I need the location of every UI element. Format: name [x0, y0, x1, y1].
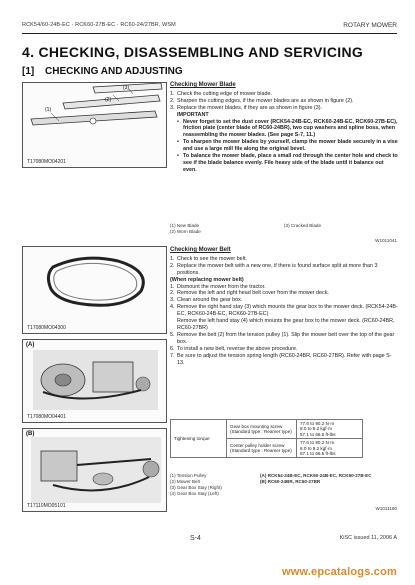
when-replacing-label: (When replacing mower belt) — [170, 276, 244, 283]
list-item: • To balance the mower blade, place a small rod through the center hole and check to see if the blade balance evenly. File heavy side of the blade until it balance out even. — [177, 153, 398, 173]
figure-label-b: (B) — [26, 431, 35, 437]
page-header — [22, 22, 397, 34]
belt-heading: Checking Mower Belt — [170, 247, 231, 253]
list-item: 2. Remove the left and right head belt cover from the mower deck. — [170, 290, 329, 297]
gearbox-b-figure-code: T17110MO05101 — [27, 503, 66, 509]
list-item: • To sharpen the mower blades by yourself, clamp the mower blade securely in a vise and use a large mill file along the original bevel. — [177, 139, 398, 153]
belt-legend: (1) Tension Pulley (A) RCK54-24B-EC, RCK60-24B-EC, RCK60-27B-EC (2) Mower Belt (B) RC60-24BR, RC60-27BR (3) Gear Box Stay (Right) (4) Gear Box Stay (Left) — [170, 473, 372, 496]
blade-fig-label-2: (2) — [105, 97, 112, 103]
list-item: 1. Check to see the mower belt. — [170, 255, 247, 262]
list-item: 3. Clean around the gear box. — [170, 297, 243, 304]
blade-doc-code: W1011041 — [375, 238, 397, 243]
table-cell: Center pulley holder screw (Standard type : Reamer type) — [227, 439, 297, 458]
blade-fig-label-1: (1) — [45, 107, 52, 113]
torque-label: Tightening torque — [171, 420, 227, 458]
list-item: 2. Replace the mower belt with a new one, if there is found surface split at more than 3 positions. — [170, 262, 378, 276]
watermark-url[interactable]: www.epcatalogs.com — [281, 566, 397, 578]
gearbox-b-illustration — [23, 429, 167, 512]
list-item: 2. Sharpen the cutting edges, if the mower blades are as shown in figure (2). — [170, 97, 354, 104]
table-cell: 77.6 to 90.2 N·m 8.0 to 9.2 kgf·m 57.1 to 66.5 ft-lbs — [297, 439, 363, 458]
left-hand-note: Remove the left hand stay (4) which mounts the gear box to the mower deck. (RC60-24BR, RC60-27BR) — [177, 318, 395, 331]
belt-doc-code: W1011160 — [375, 506, 397, 511]
figure-label-a: (A) — [26, 342, 35, 348]
gearbox-figure-a — [22, 339, 167, 423]
blade-figure-code: T17080MO04201 — [27, 159, 66, 165]
torque-table — [170, 419, 363, 458]
belt-figure — [22, 246, 167, 334]
subtitle-number: [1] — [22, 66, 35, 77]
table-cell: Gear box mounting screw (Standard type : Reamer type) — [227, 420, 297, 439]
gearbox-a-illustration — [23, 340, 167, 423]
gearbox-a-figure-code: T17080MO04401 — [27, 414, 66, 420]
belt-illustration — [23, 247, 167, 334]
list-item: 1. Dismount the mower from the tractor. — [170, 283, 266, 290]
blade-figure — [22, 82, 167, 168]
list-item: 7. Be sure to adjust the tension spring length (RC60-24BR, RC60-27BR). Refer with page S-13. — [170, 352, 392, 366]
blade-section — [170, 82, 398, 174]
table-row — [171, 420, 363, 439]
important-note: • Never forget to set the dust cover (RCK54-24B-EC, RCK60-24B-EC, RCK60-27B-EC), friction plate (center blade of RC60-24BR), two cup washers and spline boss, when reassembling the mower blades. (See page S-7, 11.) — [177, 118, 398, 139]
list-item: 5. Remove the belt (2) from the tension pulley (1). Slip the mower belt over the top of the gear box. — [170, 331, 395, 345]
gearbox-figure-b — [22, 428, 167, 512]
belt-section — [170, 247, 398, 366]
subtitle-text: CHECKING AND ADJUSTING — [45, 66, 183, 77]
important-label: IMPORTANT — [177, 111, 209, 118]
table-cell: 77.6 to 90.2 N·m 8.0 to 9.2 kgf·m 57.1 to 66.5 ft-lbs — [297, 420, 363, 439]
list-item: 6. To install a new belt, reverse the above procedure. — [170, 345, 298, 352]
list-item: 1. Check the cutting edge of mower blade. — [170, 90, 272, 97]
belt-figure-code: T17080MO04300 — [27, 325, 66, 331]
page-number: S-4 — [190, 535, 201, 542]
page-title: 4. CHECKING, DISASSEMBLING AND SERVICING — [22, 44, 364, 60]
model-list: RCK54/60-24B-EC · RCK60-27B-EC · RC60-24/27BR, WSM — [22, 22, 176, 28]
blade-heading: Checking Mower Blade — [170, 82, 236, 88]
section-name: ROTARY MOWER — [343, 22, 397, 29]
section-subtitle — [22, 66, 183, 77]
blade-illustration — [23, 83, 167, 168]
list-item: 3. Replace the mower blades, if they are as shown in figure (3). — [170, 104, 323, 111]
list-item: 4. Remove the right hand stay (3) which mounts the gear box to the mower deck. (RCK54-24B-EC, RCK60-24B-EC, RCK60-27B-EC) — [170, 304, 398, 318]
issue-info: KiSC issued 11, 2006 A — [339, 535, 397, 541]
blade-fig-label-3: (3) — [123, 85, 130, 91]
blade-legend: (1) New Blade (3) Cracked Blade (2) Worn Blade — [170, 223, 322, 234]
